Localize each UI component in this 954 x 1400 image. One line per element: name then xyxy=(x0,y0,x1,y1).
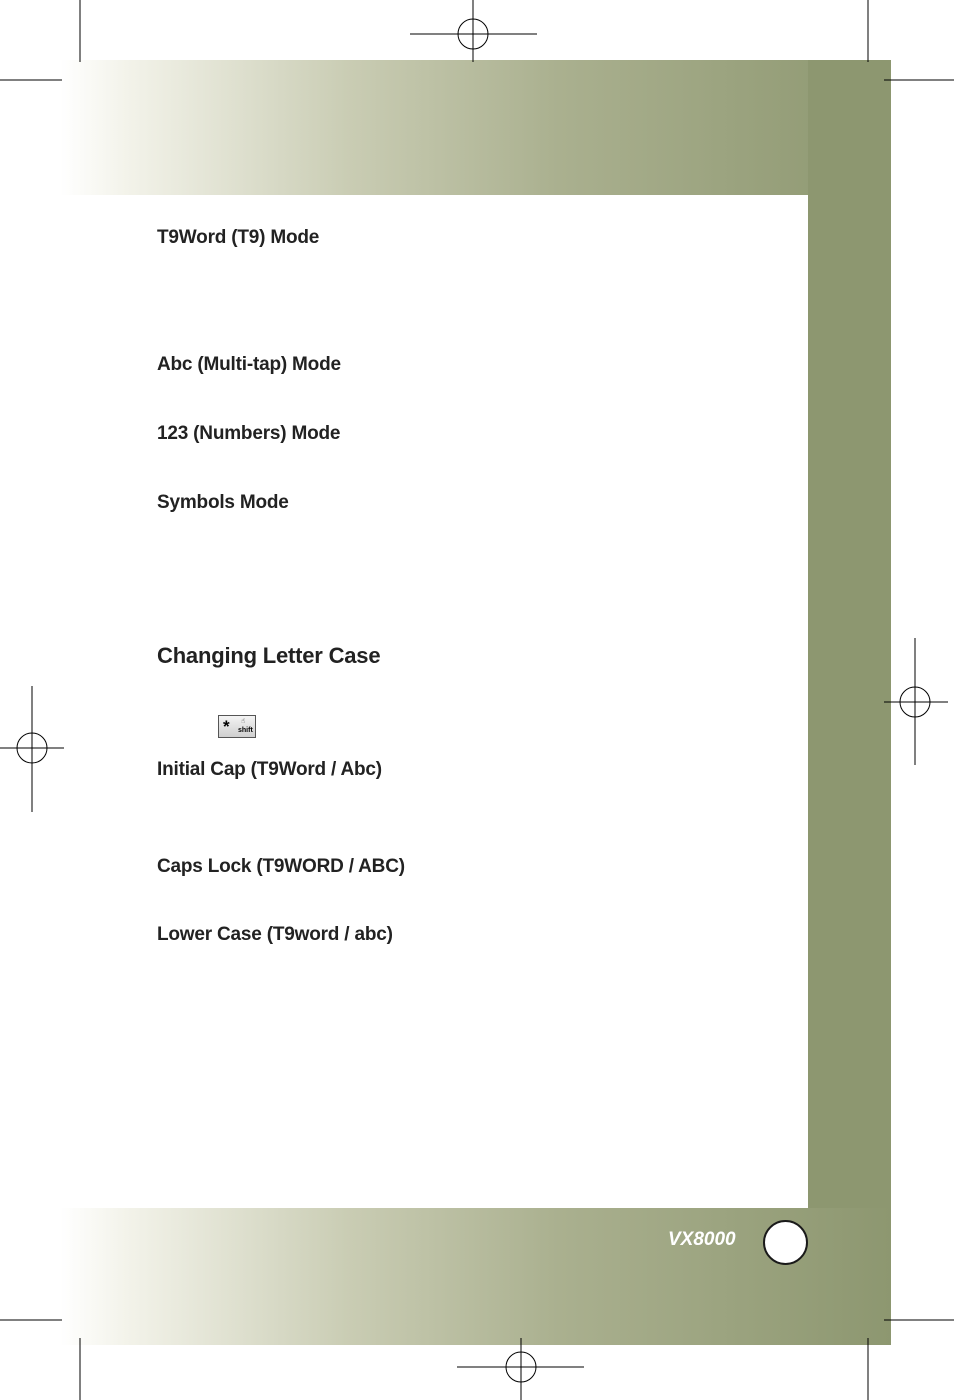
heading-caps-lock: Caps Lock (T9WORD / ABC) xyxy=(157,856,405,877)
heading-numbers-mode: 123 (Numbers) Mode xyxy=(157,423,341,444)
heading-changing-letter-case: Changing Letter Case xyxy=(157,643,381,668)
heading-abc-mode: Abc (Multi-tap) Mode xyxy=(157,354,341,375)
key-label: shift xyxy=(238,727,253,734)
heading-t9word-mode: T9Word (T9) Mode xyxy=(157,227,320,248)
model-name: VX8000 xyxy=(668,1229,736,1250)
page-number-circle xyxy=(763,1220,808,1265)
heading-symbols-mode: Symbols Mode xyxy=(157,492,289,513)
key-hand-glyph-icon: ☝ xyxy=(241,718,246,725)
heading-lower-case: Lower Case (T9word / abc) xyxy=(157,924,393,945)
header-band xyxy=(60,60,891,195)
star-shift-key-icon xyxy=(218,715,256,738)
heading-initial-cap: Initial Cap (T9Word / Abc) xyxy=(157,759,382,780)
side-band xyxy=(808,60,891,1345)
key-symbol: * xyxy=(223,717,230,736)
